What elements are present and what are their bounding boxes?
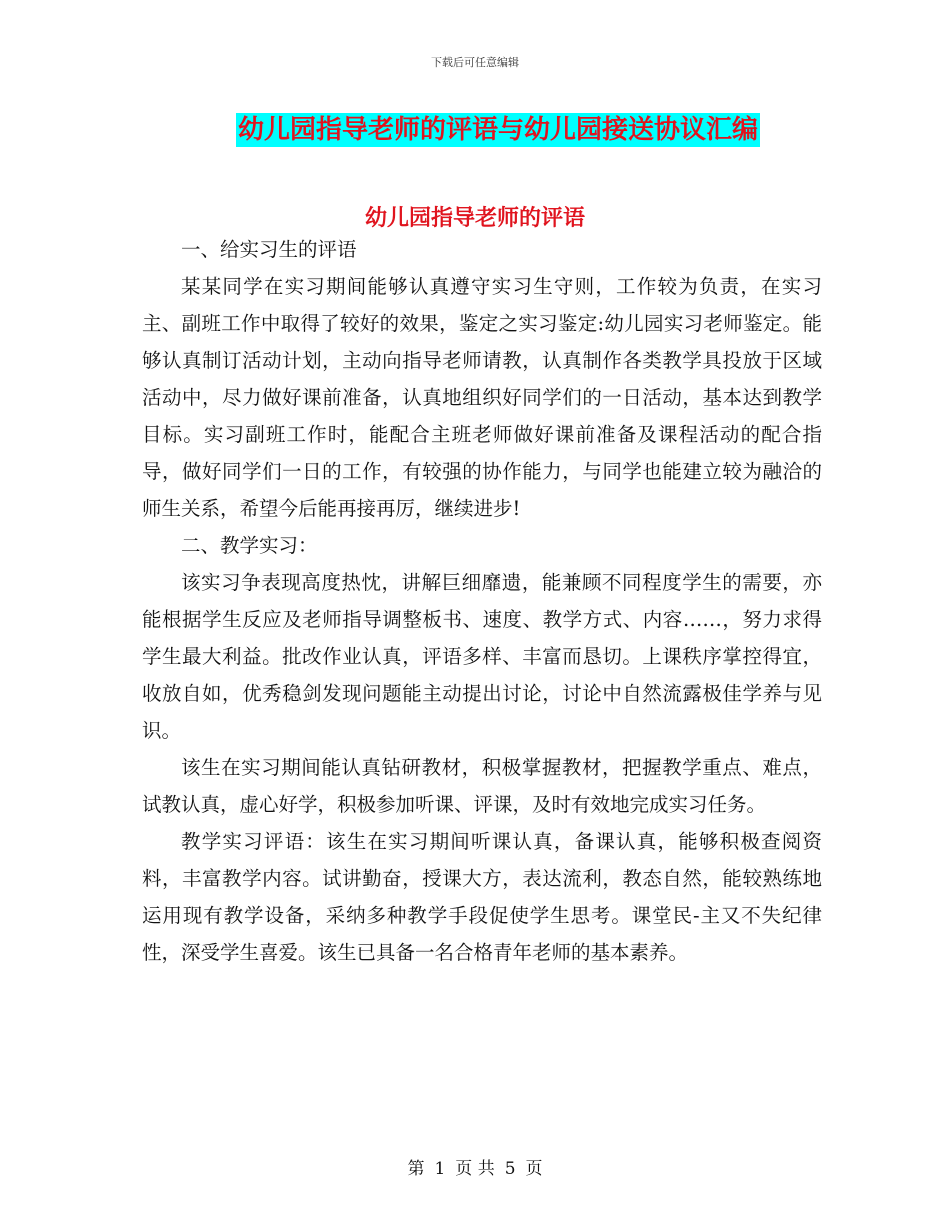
paragraph: 教学实习评语：该生在实习期间听课认真，备课认真，能够积极查阅资料，丰富教学内容。试讲勤奋，授课大方，表达流利，教态自然，能较熟练地运用现有教学设备，采纳多种教学手段促使学生思考。课堂民-主又不失纪律性，深受学生喜爱。该生已具备一名合格青年老师的基本素养。 — [142, 830, 822, 964]
section-title: 幼儿园指导老师的评语 — [364, 206, 585, 231]
footer-prefix: 第 — [407, 1159, 425, 1179]
footer-suffix: 页 — [525, 1159, 543, 1179]
doc-title: 幼儿园指导老师的评语与幼儿园接送协议汇编 — [237, 115, 758, 145]
doc-title-container — [0, 113, 950, 147]
page-footer — [0, 1154, 950, 1179]
header-note: 下载后可任意编辑 — [431, 56, 519, 69]
body-text — [142, 231, 822, 971]
paragraph: 某某同学在实习期间能够认真遵守实习生守则，工作较为负责，在实习主、副班工作中取得了较好的效果，鉴定之实习鉴定:幼儿园实习老师鉴定。能够认真制订活动计划，主动向指导老师请教，认真制作各类教学具投放于区域活动中，尽力做好课前准备，认真地组织好同学们的一日活动，基本达到教学目标。实习副班工作时，能配合主班老师做好课前准备及课程活动的配合指导，做好同学们一日的工作，有较强的协作能力，与同学也能建立较为融洽的师生关系，希望今后能再接再厉，继续进步! — [142, 275, 822, 520]
footer-page-number: 1 — [434, 1159, 446, 1179]
paragraph: 该生在实习期间能认真钻研教材，积极掌握教材，把握教学重点、难点，试教认真，虚心好学，积极参加听课、评课，及时有效地完成实习任务。 — [142, 756, 822, 816]
paragraph-heading-2: 二、教学实习： — [181, 534, 318, 557]
footer-total-pages: 5 — [504, 1159, 516, 1179]
footer-middle: 页 共 — [455, 1159, 495, 1179]
paragraph: 该实习争表现高度热忱，讲解巨细靡遗，能兼顾不同程度学生的需要，亦能根据学生反应及老师指导调整板书、速度、教学方式、内容……，努力求得学生最大利益。批改作业认真，评语多样、丰富而恳切。上课秩序掌控得宜，收放自如，优秀稳剑发现问题能主动提出讨论，讨论中自然流露极佳学养与见识。 — [142, 571, 822, 742]
paragraph-heading-1: 一、给实习生的评语 — [181, 238, 357, 261]
